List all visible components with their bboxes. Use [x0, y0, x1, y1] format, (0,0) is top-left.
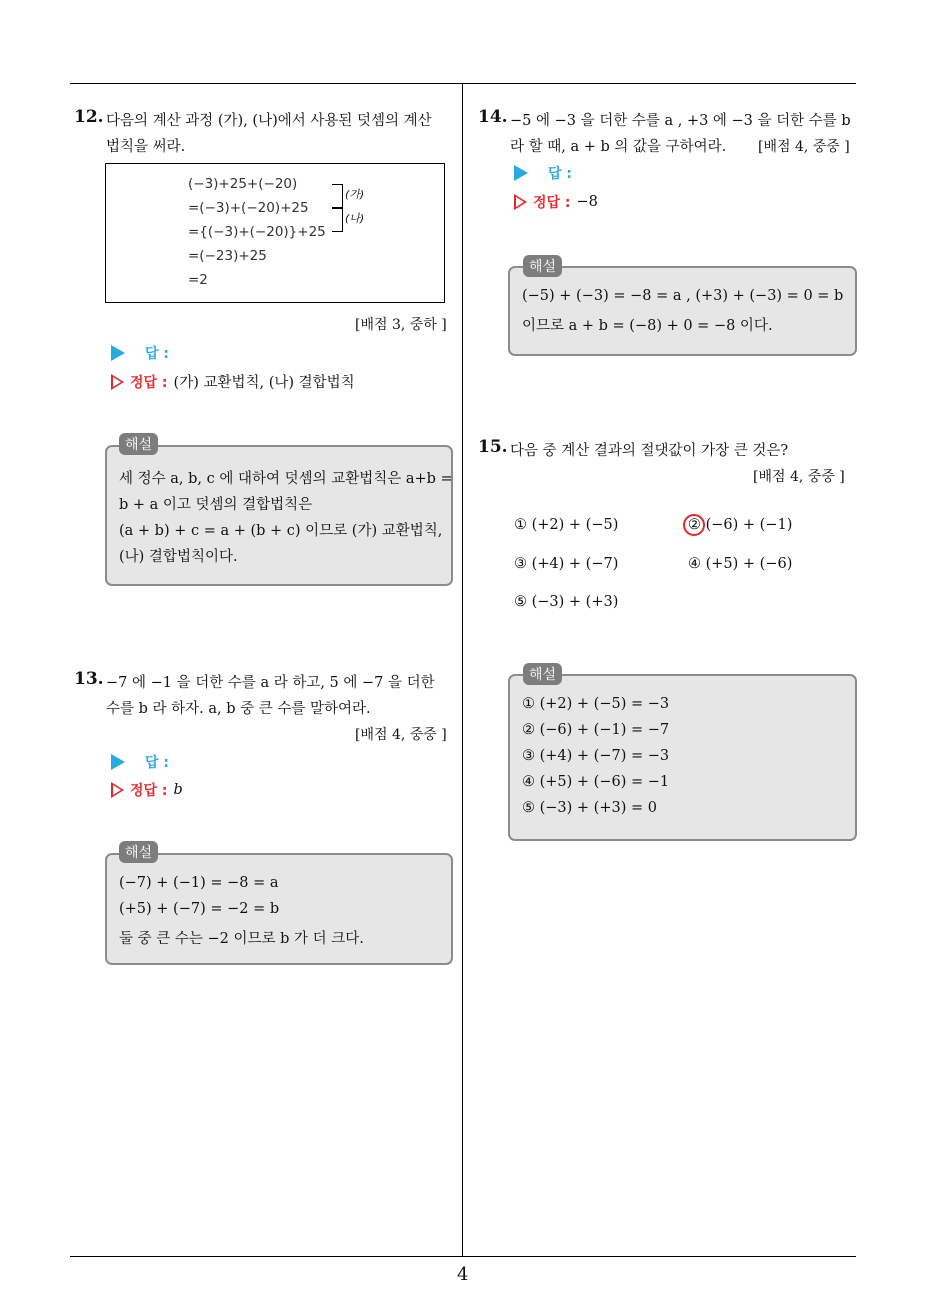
column-divider	[462, 83, 463, 1256]
selected-circle-icon	[683, 514, 705, 536]
expl-line: ③ (+4) + (−7) = −3	[522, 748, 670, 764]
choice-2-marker	[688, 517, 701, 533]
calc-line: =(−3)+(−20)+25	[188, 200, 309, 216]
expl-line: b + a 이고 덧셈의 결합법칙은	[119, 497, 313, 513]
q15-number: 15.	[478, 437, 508, 457]
correct-answer: (가) 교환법칙, (나) 결합법칙	[173, 375, 355, 391]
bottom-rule	[70, 1256, 856, 1257]
expl-line: 둘 중 큰 수는 −2 이므로 b 가 더 크다.	[119, 931, 364, 947]
play-icon	[514, 165, 528, 181]
answer-label: 답 :	[145, 346, 169, 362]
q12-number: 12.	[74, 107, 104, 127]
bracket-ga	[332, 184, 343, 208]
calc-line: (−3)+25+(−20)	[188, 176, 298, 192]
q14-text-line2: 라 할 때, a + b 의 값을 구하여라.	[510, 139, 727, 155]
q12-text-line2: 법칙을 써라.	[106, 139, 186, 155]
q15-text-line1: 다음 중 계산 결과의 절댓값이 가장 큰 것은?	[510, 443, 789, 459]
q12-correct-row	[111, 371, 355, 392]
q13-text-line1: −7 에 −1 을 더한 수를 a 라 하고, 5 에 −7 을 더한	[106, 675, 435, 691]
q13-correct-row	[111, 780, 183, 800]
q14-explanation-box	[508, 266, 857, 356]
expl-line: (a + b) + c = a + (b + c) 이므로 (가) 교환법칙,	[119, 523, 443, 539]
q12-answer-row	[111, 343, 169, 363]
q12-text-line1: 다음의 계산 과정 (가), (나)에서 사용된 덧셈의 계산	[106, 113, 432, 129]
choice-1[interactable]: ① (+2) + (−5)	[514, 517, 619, 533]
q14-text-line1: −5 에 −3 을 더한 수를 a , +3 에 −3 을 더한 수를 b	[510, 113, 851, 129]
q13-number: 13.	[74, 669, 104, 689]
q14-correct-row	[514, 192, 598, 212]
expl-line: 이므로 a + b = (−8) + 0 = −8 이다.	[522, 318, 773, 334]
correct-icon	[514, 194, 527, 210]
q13-answer-row	[111, 752, 169, 772]
correct-answer: −8	[576, 194, 598, 210]
expl-line: (−5) + (−3) = −8 = a , (+3) + (−3) = 0 = b	[522, 288, 844, 304]
q12-score: [배점 3, 중하 ]	[355, 317, 447, 333]
calc-line: ={(−3)+(−20)}+25	[188, 224, 326, 240]
q13-score: [배점 4, 중중 ]	[355, 727, 447, 743]
q14-answer-row	[514, 163, 572, 183]
calc-line: =(−23)+25	[188, 248, 267, 264]
expl-line: ⑤ (−3) + (+3) = 0	[522, 800, 657, 816]
expl-line: ④ (+5) + (−6) = −1	[522, 774, 670, 790]
q14-explanation-tab: 해설	[523, 255, 562, 277]
choice-2-text: (−6) + (−1)	[705, 517, 793, 533]
correct-label: 정답 :	[533, 195, 571, 211]
q12-explanation-tab: 해설	[119, 433, 158, 455]
correct-icon	[111, 374, 124, 390]
answer-label: 답 :	[548, 166, 572, 182]
calc-line: =2	[188, 272, 208, 288]
choice-4[interactable]: ④ (+5) + (−6)	[688, 556, 793, 572]
choice-3[interactable]: ③ (+4) + (−7)	[514, 556, 619, 572]
q15-explanation-tab: 해설	[523, 663, 562, 685]
label-na: (나)	[345, 212, 365, 225]
choice-2-number: ②	[688, 517, 701, 533]
answer-label: 답 :	[145, 755, 169, 771]
q15-explanation-box	[508, 674, 857, 841]
expl-line: ② (−6) + (−1) = −7	[522, 722, 670, 738]
choice-2[interactable]	[688, 517, 792, 533]
correct-answer: b	[173, 782, 183, 798]
correct-label: 정답 :	[130, 374, 168, 391]
play-icon	[111, 345, 125, 361]
q13-explanation-box	[105, 853, 453, 965]
correct-icon	[111, 782, 124, 798]
correct-label: 정답 :	[130, 783, 168, 799]
expl-line: ① (+2) + (−5) = −3	[522, 696, 670, 712]
q12-calc-box	[105, 163, 445, 303]
expl-line: (+5) + (−7) = −2 = b	[119, 901, 280, 917]
q13-explanation-tab: 해설	[119, 841, 158, 863]
play-icon	[111, 754, 125, 770]
top-rule	[70, 83, 856, 84]
label-ga: (가)	[345, 188, 365, 201]
expl-line: (나) 결합법칙이다.	[119, 549, 238, 565]
q14-score: [배점 4, 중중 ]	[758, 139, 850, 155]
q12-explanation-box	[105, 445, 453, 586]
q15-score: [배점 4, 중중 ]	[753, 469, 845, 485]
page-number: 4	[457, 1264, 469, 1285]
expl-line: (−7) + (−1) = −8 = a	[119, 875, 279, 891]
q13-text-line2: 수를 b 라 하자. a, b 중 큰 수를 말하여라.	[106, 701, 371, 717]
q14-number: 14.	[478, 107, 508, 127]
expl-line: 세 정수 a, b, c 에 대하여 덧셈의 교환법칙은 a+b =	[119, 471, 453, 487]
bracket-na	[332, 208, 343, 232]
choice-5[interactable]: ⑤ (−3) + (+3)	[514, 594, 619, 610]
